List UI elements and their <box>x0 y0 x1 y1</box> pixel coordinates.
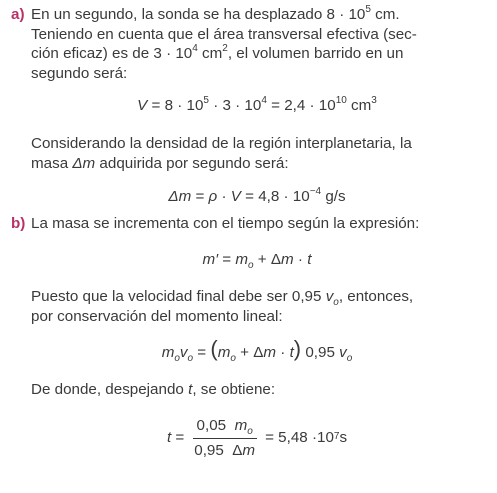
part-b-line-1: La masa se incrementa con el tiempo según la expresión: <box>31 215 420 232</box>
part-b-paragraph <box>31 287 483 326</box>
part-a-paragraph-1 <box>31 5 483 83</box>
equation-time: t = $\frac{0,05 m_o}{0,95 \Delta m}$ = 5,48 ·10 $^7$ s <box>166 417 348 459</box>
part-a-paragraph-2 <box>31 134 483 173</box>
part-b-marker: b) <box>11 215 26 232</box>
text-line: por conservación del momento lineal: <box>31 307 283 325</box>
text-line: ción eficaz) es de $3 \cdot 10^4$ $cm^2$, el volumen barrido en un <box>31 42 404 62</box>
fraction-denominator: 0,95 Δm <box>194 441 256 459</box>
equation-mass-rate: $\Delta m = \rho \cdot V = 4,8 \cdot 10^{-4}$ g/s <box>168 185 346 205</box>
part-b-despejando: De donde, despejando t, se obtiene: <box>31 381 276 398</box>
fraction-numerator: 0,05 $m_o$ <box>193 416 257 439</box>
text-line: segundo será: <box>31 64 128 82</box>
right-paren: ) <box>293 336 302 361</box>
equation-volume: $V = 8 \cdot 10^5 \cdot 3 \cdot 10^4 = 2,4 \cdot 10^{10}$ $cm^3$ <box>137 94 377 114</box>
equation-momentum: $m_ov_o = (m_o + \Delta m \cdot t)$ 0,95 $v_o$ <box>161 336 353 365</box>
text-line: masa Δm adquirida por segundo será: <box>31 154 289 172</box>
fraction <box>190 416 259 460</box>
text-line: Considerando la densidad de la región interplanetaria, la <box>31 135 412 152</box>
left-paren: ( <box>210 336 218 361</box>
text-line: Teniendo en cuenta que el área transversal efectiva (sec- <box>31 25 417 43</box>
equation-mass-growth: $m' = m_o + \Delta m \cdot t$ <box>202 251 312 272</box>
text-line: Puesto que la velocidad final debe ser 0,95 $v_o$, entonces, <box>31 288 414 309</box>
part-a-marker: a) <box>11 6 25 23</box>
text-line: En un segundo, la sonda se ha desplazado $8 \cdot 10^5$ cm. <box>31 3 400 23</box>
